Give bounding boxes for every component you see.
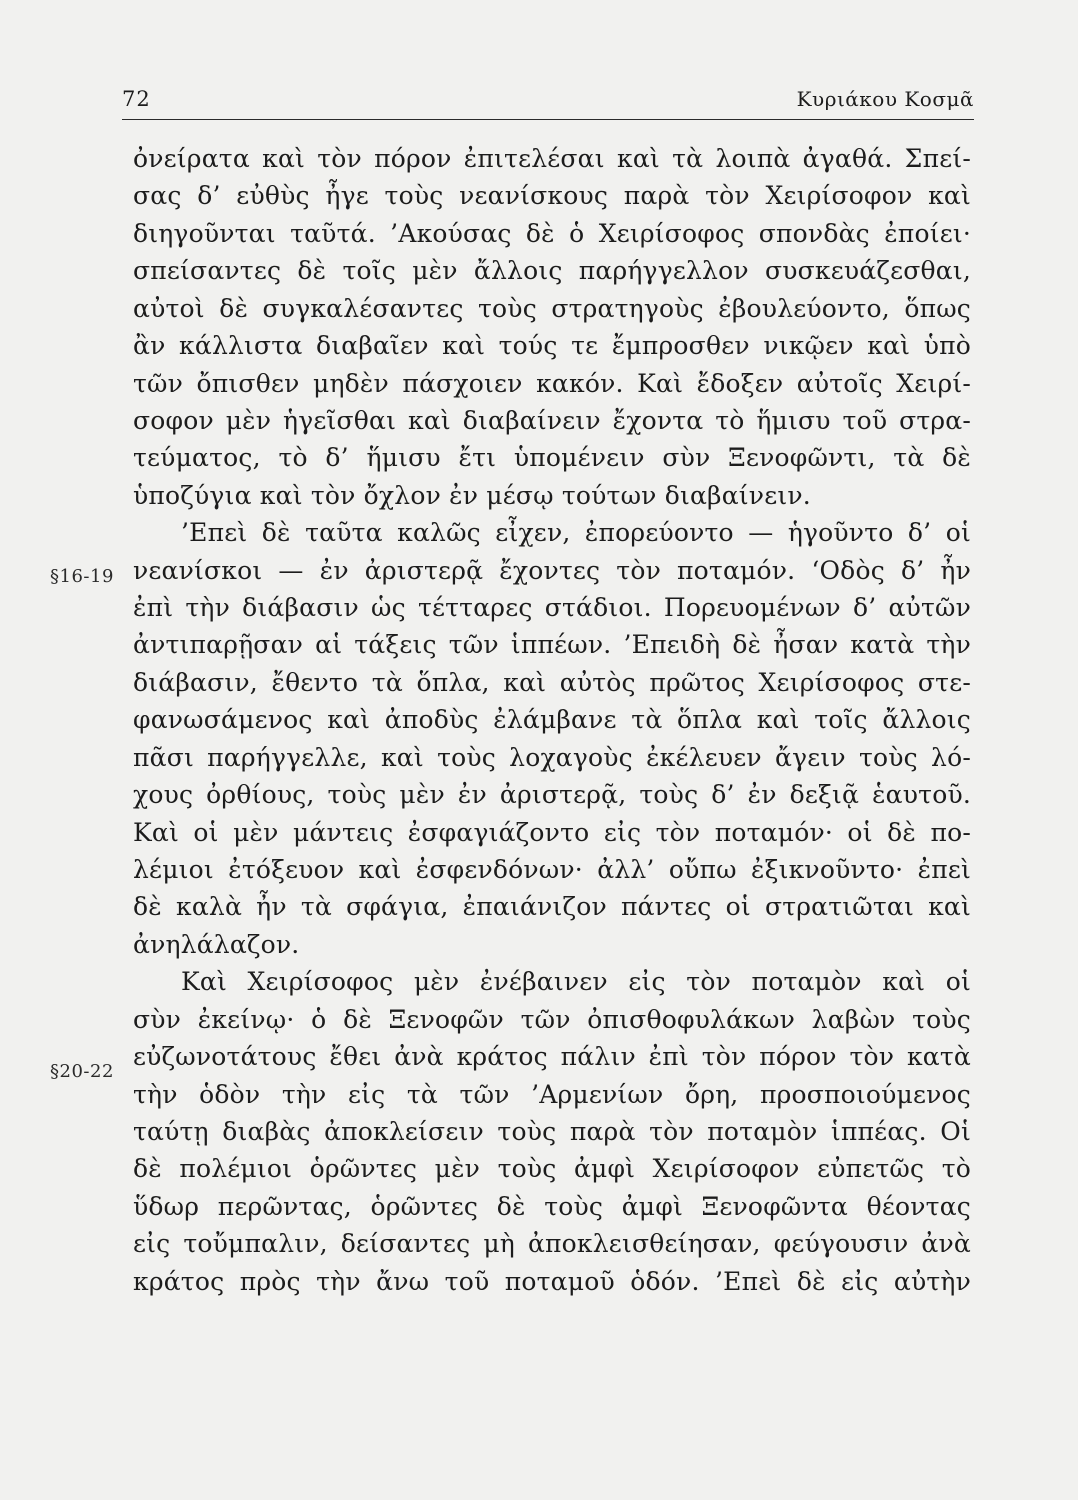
text-line: λέμιοι ἐτόξευον καὶ ἐσφενδόνων· ἀλλ’ οὔπω ἐξικνοῦντο· ἐπεὶ xyxy=(133,855,971,885)
text-line: δὲ πολέμιοι ὁρῶντες μὲν τοὺς ἀμφὶ Χειρίσοφον εὐπετῶς τὸ xyxy=(133,1154,971,1184)
text-line: ἐπὶ τὴν διάβασιν ὡς τέτταρες στάδιοι. Πορευομένων δ’ αὐτῶν xyxy=(133,593,971,623)
text-line: εὐζωνοτάτους ἔθει ἀνὰ κράτος πάλιν ἐπὶ τὸν πόρον τὸν κατὰ xyxy=(133,1042,971,1072)
text-line: σὺν ἐκείνῳ· ὁ δὲ Ξενοφῶν τῶν ὀπισθοφυλάκων λαβὼν τοὺς xyxy=(133,1004,971,1034)
text-line: ἂν κάλλιστα διαβαῖεν καὶ τούς τε ἔμπροσθεν νικῷεν καὶ ὑπὸ xyxy=(133,331,971,361)
text-line: εἰς τοὔμπαλιν, δείσαντες μὴ ἀποκλεισθείησαν, φεύγουσιν ἀνὰ xyxy=(133,1229,971,1259)
text-line: χους ὀρθίους, τοὺς μὲν ἐν ἀριστερᾷ, τοὺς δ’ ἐν δεξιᾷ ἑαυτοῦ. xyxy=(133,780,971,810)
text-line: ταύτῃ διαβὰς ἀποκλείσειν τοὺς παρὰ τὸν ποταμὸν ἱππέας. Οἱ xyxy=(133,1116,971,1146)
section-ref-20-22: §20-22 xyxy=(50,1061,114,1082)
text-line: ἀνηλάλαζον. xyxy=(133,929,300,959)
text-line: ἀντιπαρῇσαν αἱ τάξεις τῶν ἱππέων. ’Επειδὴ δὲ ἦσαν κατὰ τὴν xyxy=(133,630,971,660)
text-line: τῶν ὄπισθεν μηδὲν πάσχοιεν κακόν. Καὶ ἔδοξεν αὐτοῖς Χειρί- xyxy=(133,368,971,398)
running-title: Κυριάκου Κοσμᾶ xyxy=(796,87,974,111)
text-line: σπείσαντες δὲ τοῖς μὲν ἄλλοις παρήγγελλον συσκευάζεσθαι, xyxy=(133,256,971,286)
paragraph-first-line: Καὶ Χειρίσοφος μὲν ἐνέβαινεν εἰς τὸν ποταμὸν καὶ οἱ xyxy=(181,967,971,997)
text-line: διάβασιν, ἔθεντο τὰ ὅπλα, καὶ αὐτὸς πρῶτος Χειρίσοφος στε- xyxy=(133,667,971,697)
page-number: 72 xyxy=(122,87,151,111)
text-line: φανωσάμενος καὶ ἀποδὺς ἐλάμβανε τὰ ὅπλα καὶ τοῖς ἄλλοις xyxy=(133,705,971,735)
text-line: πᾶσι παρήγγελλε, καὶ τοὺς λοχαγοὺς ἐκέλευεν ἄγειν τοὺς λό- xyxy=(133,742,971,772)
text-line: τεύματος, τὸ δ’ ἥμισυ ἔτι ὑπομένειν σὺν Ξενοφῶντι, τὰ δὲ xyxy=(133,443,971,473)
text-line: σας δ’ εὐθὺς ἦγε τοὺς νεανίσκους παρὰ τὸν Χειρίσοφον καὶ xyxy=(133,181,971,211)
running-head xyxy=(122,75,974,120)
text-line: αὐτοὶ δὲ συγκαλέσαντες τοὺς στρατηγοὺς ἐβουλεύοντο, ὅπως xyxy=(133,293,971,323)
section-ref-16-19: §16-19 xyxy=(50,566,114,587)
body-text xyxy=(133,140,971,1300)
text-line: ὑποζύγια καὶ τὸν ὄχλον ἐν μέσῳ τούτων διαβαίνειν. xyxy=(133,480,811,510)
text-line: ὀνείρατα καὶ τὸν πόρον ἐπιτελέσαι καὶ τὰ λοιπὰ ἀγαθά. Σπεί- xyxy=(133,144,971,173)
text-line: δὲ καλὰ ἦν τὰ σφάγια, ἐπαιάνιζον πάντες οἱ στρατιῶται καὶ xyxy=(133,892,971,922)
text-line: νεανίσκοι — ἐν ἀριστερᾷ ἔχοντες τὸν ποταμόν. ‘Οδὸς δ’ ἦν xyxy=(133,555,971,585)
text-line: διηγοῦνται ταῦτά. ’Ακούσας δὲ ὁ Χειρίσοφος σπονδὰς ἐποίει· xyxy=(133,218,971,248)
text-line: σοφον μὲν ἡγεῖσθαι καὶ διαβαίνειν ἔχοντα τὸ ἥμισυ τοῦ στρα- xyxy=(133,405,971,435)
text-line: Καὶ οἱ μὲν μάντεις ἐσφαγιάζοντο εἰς τὸν ποταμόν· οἱ δὲ πο- xyxy=(133,817,971,847)
paragraph-first-line: ’Επεὶ δὲ ταῦτα καλῶς εἶχεν, ἐπορεύοντο — ἡγοῦντο δ’ οἱ xyxy=(181,518,971,548)
text-line: τὴν ὁδὸν τὴν εἰς τὰ τῶν ’Αρμενίων ὄρη, προσποιούμενος xyxy=(133,1079,971,1109)
text-line: κράτος πρὸς τὴν ἄνω τοῦ ποταμοῦ ὁδόν. ’Επεὶ δὲ εἰς αὐτὴν xyxy=(133,1266,971,1296)
text-line: ὕδωρ περῶντας, ὁρῶντες δὲ τοὺς ἀμφὶ Ξενοφῶντα θέοντας xyxy=(133,1191,971,1221)
